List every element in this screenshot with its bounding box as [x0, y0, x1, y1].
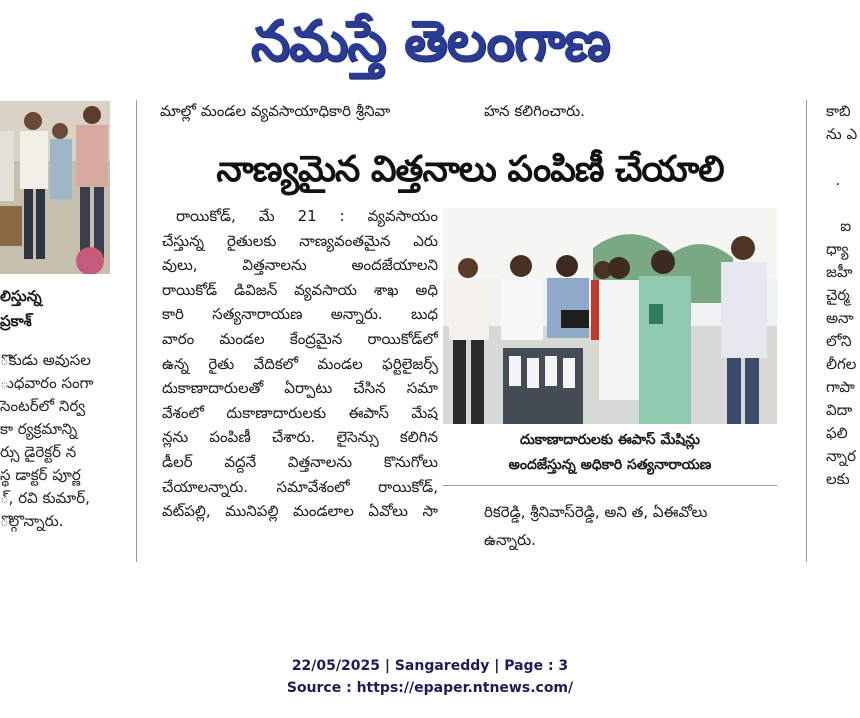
previous-article-continuation-right: హన కలిగించారు.: [484, 102, 585, 120]
article-body-line: చేస్తున్న రైతులకు నాణ్యవంతమైన ఎరు: [162, 231, 438, 250]
left-photo-caption: లిస్తున్న ప్రకాశ్: [0, 287, 42, 330]
article-body-line: వేశంలో దుకాణాదారులకు ఈపాస్ మేష: [162, 403, 438, 422]
article-headline: నాణ్యమైన విత్తనాలు పంపిణీ చేయాలి: [216, 149, 724, 190]
article-body-line: వట్‌పల్లి, మునిపల్లి మండలాల ఏవోలు సా: [162, 502, 438, 521]
photo-caption-line-1: దుకాణాదారులకు ఈపాస్ మేషిన్లు: [520, 432, 700, 448]
article-body-line: రాయికోడ్, మే 21 : వ్యవసాయం: [176, 207, 438, 225]
left-column-photo: [0, 101, 110, 274]
article-body-line: డీలర్ వద్దనే విత్తనాలను కొనుగోలు: [162, 452, 438, 471]
footer-date-edition-page: 22/05/2025 | Sangareddy | Page : 3: [291, 658, 569, 674]
officials-handing-machines-image: [443, 208, 777, 424]
article-body-line: చేయాలన్నారు. సమావేశంలో రాయికోడ్,: [162, 477, 438, 496]
article-body-line: దుకాణాదారులతో ఏర్పాటు చేసిన సమా: [162, 379, 438, 398]
right-column-text: కాబి ను ఎ . ఐ ధ్యా జహీ చైర్మ అనా లోని లీగల గాపా విదా ఫలి న్నార లకు: [826, 102, 858, 488]
article-body-line: వులు, విత్తనాలను అందజేయాలని: [162, 256, 438, 275]
article-body-line: కారి సత్యనారాయణ అన్నారు. బుధ: [162, 305, 438, 324]
article-photo-caption: [443, 428, 777, 478]
page-footer: [0, 655, 860, 699]
previous-article-continuation-left: మాల్లో మండల వ్యవసాయాధికారి శ్రీనివా: [160, 102, 391, 120]
group-of-people-image: [0, 101, 110, 274]
photo-caption-line-2: అందజేస్తున్న అధికారి సత్యనారాయణ: [508, 457, 712, 473]
article-photo: [443, 208, 777, 424]
caption-divider: [443, 485, 777, 486]
footer-source-link[interactable]: Source : https://epaper.ntnews.com/: [286, 680, 574, 696]
column-divider-right: [806, 100, 807, 562]
article-body-line: రాయికోడ్ డివిజన్ వ్యవసాయ శాఖ అధి: [162, 280, 438, 299]
newspaper-masthead: నమస్తే తెలంగాణ: [250, 8, 610, 74]
left-column-text: ొకుడు అవుసల ుధవారం సంగా సెంటర్‌లో నిర్వ కా ర్యక్రమాన్ని ర్సు డైరెక్టర్ న స్థ డాక్టర్ పూర్ణ ్, రవి కుమార్, ొల్గొన్నారు.: [0, 351, 94, 530]
article-body-line: ఉన్న రైతు వేదికలో మండల ఫర్టిలైజర్స్: [162, 354, 438, 373]
article-tail-text: రికరెడ్డి, శ్రీనివాస్‌రెడ్డి, అని త, ఏఈవోలు ఉన్నారు.: [484, 503, 708, 549]
article-body-line: వారం మండల కేంద్రమైన రాయికోడ్‌లో: [162, 329, 438, 348]
article-body: [162, 204, 438, 524]
column-divider-left: [136, 100, 137, 562]
article-body-line: న్లను పంపిణీ చేశారు. లైసెన్సు కలిగిన: [162, 428, 438, 447]
